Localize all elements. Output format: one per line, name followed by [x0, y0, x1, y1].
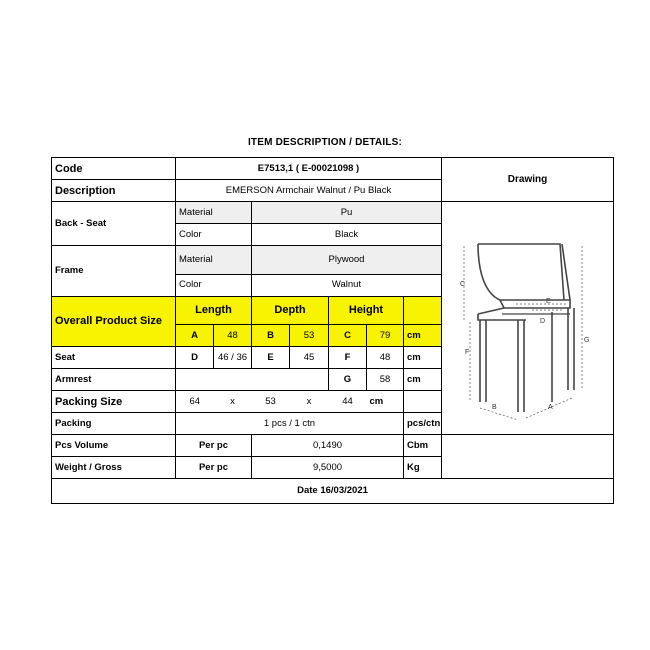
volume-value: 0,1490	[252, 435, 404, 457]
armrest-unit: cm	[404, 369, 442, 391]
drawing-spacer-2	[442, 435, 614, 457]
description-label: Description	[52, 180, 176, 202]
dim-a-code: A	[176, 325, 214, 347]
dim-c-value: 79	[367, 325, 404, 347]
dim-b-code: B	[252, 325, 290, 347]
armrest-label: Armrest	[52, 369, 176, 391]
frame-label: Frame	[52, 246, 176, 297]
armrest-blank	[176, 369, 329, 391]
drawing-title: Drawing	[442, 158, 614, 202]
length-header: Length	[176, 296, 252, 325]
packing-size-blank	[404, 391, 442, 413]
description-value: EMERSON Armchair Walnut / Pu Black	[176, 180, 442, 202]
packing-size-length: 64	[176, 391, 214, 413]
dim-e-code: E	[252, 347, 290, 369]
packing-size-label: Packing Size	[52, 391, 176, 413]
dim-c-code: C	[329, 325, 367, 347]
overall-unit: cm	[404, 325, 442, 347]
packing-size-x1: x	[214, 391, 252, 413]
code-label: Code	[52, 158, 176, 180]
drawing-spacer-3	[442, 457, 614, 479]
depth-header: Depth	[252, 296, 329, 325]
item-details-table	[51, 157, 614, 504]
volume-label: Pcs Volume	[52, 435, 176, 457]
dim-f-value: 48	[367, 347, 404, 369]
chair-drawing	[442, 202, 614, 430]
dim-label-b: B	[492, 404, 497, 411]
back-seat-material-label: Material	[176, 202, 252, 224]
frame-color-label: Color	[176, 274, 252, 296]
dim-f-code: F	[329, 347, 367, 369]
weight-per: Per pc	[176, 457, 252, 479]
weight-label: Weight / Gross	[52, 457, 176, 479]
dim-e-value: 45	[290, 347, 329, 369]
packing-size-x2: x	[290, 391, 329, 413]
dim-label-e: E	[546, 298, 551, 305]
packing-label: Packing	[52, 413, 176, 435]
back-seat-material-value: Pu	[252, 202, 442, 224]
overall-header-blank	[404, 296, 442, 325]
dim-d-code: D	[176, 347, 214, 369]
dim-b-value: 53	[290, 325, 329, 347]
volume-unit: Cbm	[404, 435, 442, 457]
dim-label-a: A	[548, 404, 553, 411]
frame-material-label: Material	[176, 246, 252, 275]
packing-size-height: 44	[329, 391, 367, 413]
frame-material-value: Plywood	[252, 246, 442, 275]
packing-size-depth: 53	[252, 391, 290, 413]
packing-unit: pcs/ctn	[404, 413, 442, 435]
back-seat-color-label: Color	[176, 224, 252, 246]
back-seat-color-value: Black	[252, 224, 442, 246]
seat-label: Seat	[52, 347, 176, 369]
dim-label-f: F	[465, 349, 470, 356]
back-seat-label: Back - Seat	[52, 202, 176, 246]
overall-size-label: Overall Product Size	[52, 296, 176, 347]
dim-g-code: G	[329, 369, 367, 391]
code-value: E7513,1 ( E-00021098 )	[176, 158, 442, 180]
weight-value: 9,5000	[252, 457, 404, 479]
page-title: ITEM DESCRIPTION / DETAILS:	[247, 137, 403, 148]
volume-per: Per pc	[176, 435, 252, 457]
dim-g-value: 58	[367, 369, 404, 391]
packing-value: 1 pcs / 1 ctn	[176, 413, 404, 435]
weight-unit: Kg	[404, 457, 442, 479]
seat-unit: cm	[404, 347, 442, 369]
frame-color-value: Walnut	[252, 274, 442, 296]
dim-d-value: 46 / 36	[214, 347, 252, 369]
dim-label-d: D	[540, 318, 546, 325]
dim-a-value: 48	[214, 325, 252, 347]
packing-size-unit: cm	[367, 391, 404, 413]
drawing-cell	[442, 202, 614, 435]
dim-label-g: G	[584, 337, 590, 344]
footer-date: Date 16/03/2021	[52, 479, 614, 504]
height-header: Height	[329, 296, 404, 325]
dim-label-c: C	[460, 281, 466, 288]
